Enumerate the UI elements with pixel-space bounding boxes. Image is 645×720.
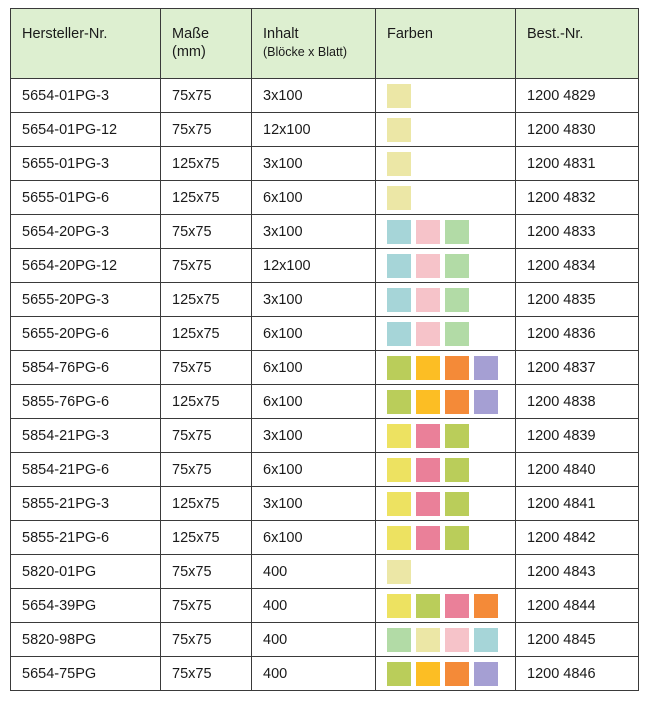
table-row	[11, 589, 639, 623]
header-farben-label: Farben	[387, 26, 433, 42]
color-swatch	[416, 390, 440, 414]
color-swatch	[416, 662, 440, 686]
color-swatch	[416, 492, 440, 516]
cell-farben	[376, 623, 516, 657]
cell-hersteller-nr: 5820-98PG	[11, 623, 161, 657]
cell-masse: 75x75	[161, 453, 252, 487]
cell-inhalt: 12x100	[252, 113, 376, 147]
header-farben	[376, 9, 516, 79]
cell-best-nr: 1200 4843	[516, 555, 639, 589]
cell-hersteller-nr: 5655-01PG-3	[11, 147, 161, 181]
color-swatch	[387, 322, 411, 346]
table-row	[11, 453, 639, 487]
header-masse-label: Maße	[172, 26, 210, 42]
color-swatch	[416, 424, 440, 448]
color-swatch	[416, 356, 440, 380]
color-swatch	[387, 662, 411, 686]
cell-masse: 125x75	[161, 317, 252, 351]
color-swatch	[387, 628, 411, 652]
cell-hersteller-nr: 5654-01PG-3	[11, 79, 161, 113]
product-table-container	[10, 8, 638, 691]
color-swatch	[445, 254, 469, 278]
color-swatch	[445, 526, 469, 550]
header-inhalt-unit: (Blöcke x Blatt)	[263, 45, 348, 59]
header-masse-unit: (mm)	[172, 44, 206, 60]
cell-masse: 125x75	[161, 181, 252, 215]
color-swatch-group	[387, 186, 515, 210]
color-swatch	[474, 356, 498, 380]
color-swatch	[445, 322, 469, 346]
cell-inhalt: 3x100	[252, 215, 376, 249]
table-row	[11, 79, 639, 113]
cell-masse: 75x75	[161, 249, 252, 283]
table-row	[11, 181, 639, 215]
cell-inhalt: 6x100	[252, 351, 376, 385]
cell-masse: 75x75	[161, 555, 252, 589]
color-swatch	[445, 356, 469, 380]
color-swatch	[474, 628, 498, 652]
cell-hersteller-nr: 5855-21PG-6	[11, 521, 161, 555]
cell-masse: 75x75	[161, 351, 252, 385]
color-swatch	[387, 118, 411, 142]
cell-farben	[376, 147, 516, 181]
table-row	[11, 555, 639, 589]
cell-farben	[376, 317, 516, 351]
color-swatch	[474, 662, 498, 686]
table-row	[11, 487, 639, 521]
cell-farben	[376, 419, 516, 453]
color-swatch	[416, 322, 440, 346]
color-swatch-group	[387, 662, 515, 686]
color-swatch-group	[387, 390, 515, 414]
cell-masse: 75x75	[161, 589, 252, 623]
color-swatch	[416, 220, 440, 244]
cell-farben	[376, 521, 516, 555]
table-row	[11, 657, 639, 691]
color-swatch	[445, 594, 469, 618]
cell-masse: 125x75	[161, 385, 252, 419]
cell-farben	[376, 215, 516, 249]
color-swatch-group	[387, 322, 515, 346]
cell-best-nr: 1200 4841	[516, 487, 639, 521]
cell-best-nr: 1200 4835	[516, 283, 639, 317]
cell-inhalt: 400	[252, 555, 376, 589]
table-row	[11, 215, 639, 249]
color-swatch	[416, 526, 440, 550]
table-header	[11, 9, 639, 79]
header-best-nr	[516, 9, 639, 79]
cell-inhalt: 400	[252, 589, 376, 623]
cell-masse: 125x75	[161, 147, 252, 181]
product-table	[10, 8, 639, 691]
cell-inhalt: 6x100	[252, 181, 376, 215]
color-swatch	[387, 526, 411, 550]
color-swatch	[387, 492, 411, 516]
color-swatch	[416, 288, 440, 312]
color-swatch-group	[387, 492, 515, 516]
cell-best-nr: 1200 4846	[516, 657, 639, 691]
cell-farben	[376, 351, 516, 385]
header-inhalt	[252, 9, 376, 79]
cell-masse: 75x75	[161, 657, 252, 691]
cell-masse: 75x75	[161, 419, 252, 453]
table-row	[11, 283, 639, 317]
color-swatch	[387, 186, 411, 210]
table-row	[11, 521, 639, 555]
cell-farben	[376, 487, 516, 521]
cell-hersteller-nr: 5854-21PG-3	[11, 419, 161, 453]
color-swatch	[474, 390, 498, 414]
color-swatch-group	[387, 288, 515, 312]
cell-best-nr: 1200 4831	[516, 147, 639, 181]
table-row	[11, 623, 639, 657]
cell-masse: 125x75	[161, 487, 252, 521]
color-swatch-group	[387, 152, 515, 176]
cell-hersteller-nr: 5655-01PG-6	[11, 181, 161, 215]
cell-masse: 75x75	[161, 623, 252, 657]
cell-best-nr: 1200 4830	[516, 113, 639, 147]
cell-hersteller-nr: 5854-76PG-6	[11, 351, 161, 385]
color-swatch-group	[387, 594, 515, 618]
cell-hersteller-nr: 5655-20PG-3	[11, 283, 161, 317]
color-swatch	[387, 220, 411, 244]
header-inhalt-label: Inhalt	[263, 26, 299, 42]
header-best-nr-label: Best.-Nr.	[527, 26, 584, 42]
cell-best-nr: 1200 4838	[516, 385, 639, 419]
cell-farben	[376, 249, 516, 283]
color-swatch	[387, 424, 411, 448]
cell-inhalt: 6x100	[252, 317, 376, 351]
cell-inhalt: 3x100	[252, 487, 376, 521]
cell-inhalt: 400	[252, 657, 376, 691]
cell-best-nr: 1200 4840	[516, 453, 639, 487]
color-swatch	[387, 254, 411, 278]
cell-hersteller-nr: 5654-20PG-12	[11, 249, 161, 283]
table-row	[11, 113, 639, 147]
color-swatch	[416, 458, 440, 482]
cell-inhalt: 3x100	[252, 147, 376, 181]
cell-inhalt: 3x100	[252, 79, 376, 113]
color-swatch-group	[387, 458, 515, 482]
color-swatch	[445, 458, 469, 482]
header-hersteller-nr	[11, 9, 161, 79]
color-swatch	[416, 594, 440, 618]
color-swatch-group	[387, 628, 515, 652]
cell-inhalt: 6x100	[252, 385, 376, 419]
color-swatch	[387, 594, 411, 618]
cell-best-nr: 1200 4833	[516, 215, 639, 249]
table-row	[11, 317, 639, 351]
color-swatch-group	[387, 84, 515, 108]
color-swatch	[445, 220, 469, 244]
color-swatch-group	[387, 356, 515, 380]
cell-hersteller-nr: 5655-20PG-6	[11, 317, 161, 351]
color-swatch	[387, 152, 411, 176]
cell-inhalt: 400	[252, 623, 376, 657]
cell-hersteller-nr: 5855-76PG-6	[11, 385, 161, 419]
cell-best-nr: 1200 4842	[516, 521, 639, 555]
color-swatch	[416, 628, 440, 652]
color-swatch	[445, 628, 469, 652]
cell-inhalt: 3x100	[252, 419, 376, 453]
color-swatch-group	[387, 220, 515, 244]
cell-inhalt: 6x100	[252, 521, 376, 555]
color-swatch-group	[387, 560, 515, 584]
header-masse	[161, 9, 252, 79]
cell-masse: 75x75	[161, 79, 252, 113]
color-swatch	[387, 458, 411, 482]
color-swatch-group	[387, 526, 515, 550]
cell-farben	[376, 385, 516, 419]
color-swatch	[445, 662, 469, 686]
cell-farben	[376, 589, 516, 623]
table-body	[11, 79, 639, 691]
color-swatch	[387, 288, 411, 312]
cell-farben	[376, 555, 516, 589]
header-hersteller-label: Hersteller-Nr.	[22, 26, 108, 42]
cell-masse: 125x75	[161, 521, 252, 555]
color-swatch-group	[387, 254, 515, 278]
cell-farben	[376, 181, 516, 215]
color-swatch	[387, 390, 411, 414]
cell-hersteller-nr: 5654-01PG-12	[11, 113, 161, 147]
cell-hersteller-nr: 5654-20PG-3	[11, 215, 161, 249]
cell-hersteller-nr: 5654-39PG	[11, 589, 161, 623]
cell-hersteller-nr: 5654-75PG	[11, 657, 161, 691]
color-swatch	[416, 254, 440, 278]
cell-best-nr: 1200 4832	[516, 181, 639, 215]
cell-best-nr: 1200 4839	[516, 419, 639, 453]
color-swatch	[387, 84, 411, 108]
cell-hersteller-nr: 5854-21PG-6	[11, 453, 161, 487]
cell-masse: 75x75	[161, 215, 252, 249]
table-row	[11, 419, 639, 453]
cell-inhalt: 12x100	[252, 249, 376, 283]
cell-hersteller-nr: 5855-21PG-3	[11, 487, 161, 521]
cell-masse: 75x75	[161, 113, 252, 147]
cell-best-nr: 1200 4837	[516, 351, 639, 385]
cell-best-nr: 1200 4845	[516, 623, 639, 657]
cell-best-nr: 1200 4844	[516, 589, 639, 623]
color-swatch	[474, 594, 498, 618]
cell-best-nr: 1200 4836	[516, 317, 639, 351]
cell-inhalt: 3x100	[252, 283, 376, 317]
cell-best-nr: 1200 4834	[516, 249, 639, 283]
color-swatch-group	[387, 424, 515, 448]
cell-farben	[376, 113, 516, 147]
color-swatch	[445, 492, 469, 516]
color-swatch-group	[387, 118, 515, 142]
cell-masse: 125x75	[161, 283, 252, 317]
header-row	[11, 9, 639, 79]
color-swatch	[445, 390, 469, 414]
table-row	[11, 249, 639, 283]
cell-farben	[376, 283, 516, 317]
color-swatch	[445, 288, 469, 312]
cell-farben	[376, 79, 516, 113]
cell-best-nr: 1200 4829	[516, 79, 639, 113]
color-swatch	[387, 560, 411, 584]
cell-inhalt: 6x100	[252, 453, 376, 487]
cell-farben	[376, 453, 516, 487]
table-row	[11, 351, 639, 385]
cell-farben	[376, 657, 516, 691]
color-swatch	[387, 356, 411, 380]
table-row	[11, 385, 639, 419]
color-swatch	[445, 424, 469, 448]
cell-hersteller-nr: 5820-01PG	[11, 555, 161, 589]
table-row	[11, 147, 639, 181]
